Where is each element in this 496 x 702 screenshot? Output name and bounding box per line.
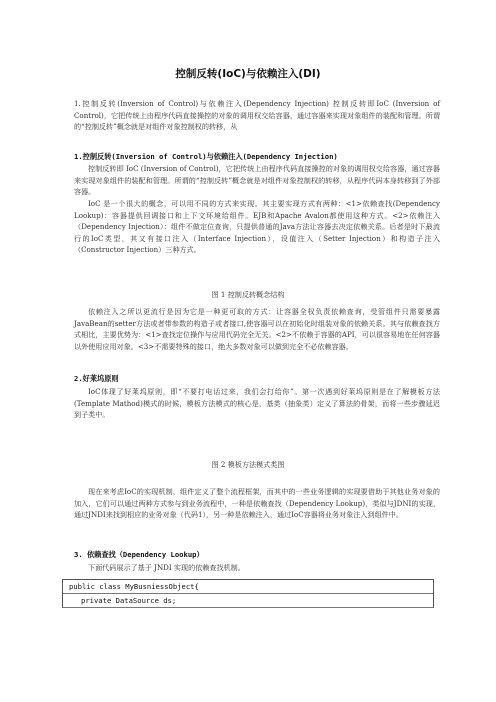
section1-paragraph-3: 依赖注入之所以更流行是因为它是一种更可取的方式：让容器全权负责依赖查询，受管组件只需要暴露JavaBean的setter方法或者带参数的构造子或者接口,使容器可以在初始化时组装对象的依赖关系。其与依赖查找方式相比，主要优势为：<1>查找定位操作与应用代码完全无关。<2>不依赖于容器的API，可以很容易地在任何容器以外使用应用对象。<3>不需要特殊的接口，绝大多数对象可以做到完全不必依赖容器。 [74,307,440,351]
section2-heading: 2.好莱坞原则 [74,374,119,383]
code-line: public class MyBusniessObject{ [63,580,433,594]
section1-paragraph-2: IoC 是一个很大的概念，可以用不同的方式来实现。其主要实现方式有两种：<1>依赖查找(Dependency Lookup)：容器提供回调接口和上下文环境给组件。EJB和Apache Avalon都使用这种方式。<2>依赖注入（Dependency Injection）：组件不做定位查询，只提供普通的Java方法让容器去决定依赖关系。后者是时下最流行的IoC类型，其又有接口注入（Interface Injection），设值注入（Setter Injection）和构造子注入（Constructor Injection）三种方式。 [74,199,440,255]
section3-heading: 3. 依赖查找（Dependency Lookup） [74,550,204,559]
section3-paragraph-1: 下面代码展示了基于 JNDI 实现的依赖查找机制。 [88,563,245,572]
section2-paragraph-2: 现在来考虑IoC的实现机制，组件定义了整个流程框架，而其中的一些业务逻辑的实现要借助于其他业务对象的加入，它们可以通过两种方式参与到业务流程中，一种是依赖查找（Dependency Lookup)，类似与JDNI的实现，通过JNDI来找到相应的业务对象（代码1），另一种是依赖注入，通过IoC容器将业务对象注入到组件中。 [74,487,440,520]
figure2-caption: 图 2 模板方法模式类图 [211,460,285,469]
section2-paragraph-1: IoC体现了好莱坞原则，即“不要打电话过来，我们会打给你”。第一次遇到好莱坞原则是在了解模板方法(Template Mathod)模式的时候，模板方法模式的核心是，基类（抽象类）定义了算法的骨架，而将一些步骤延迟到子类中。 [74,387,440,420]
code-block [62,579,434,608]
page-title: 控制反转(IoC)与依赖注入(DI) [175,68,321,80]
section1-heading: 1.控制反转(Inversion of Control)与依赖注入(Dependency Injection) [74,152,338,161]
section1-paragraph-1: 控制反转即 IoC (Inversion of Control)，它把传统上由程序代码直接操控的对象的调用权交给容器，通过容器来实现对象组件的装配和管理。所谓的“控制反转”概念就是对组件对象控制权的转移，从程序代码本身转移到了外部容器。 [74,164,440,197]
code-line: private DataSource ds; [63,594,433,608]
figure1-caption: 图 1 控制反转概念结构 [211,290,285,299]
intro-paragraph: 1.控制反转(Inversion of Control)与依赖注入(Dependency Injection) 控制反转即IoC (Inversion of Control)，它把传统上由程序代码直接操控的对象的调用权交给容器，通过容器来实现对象组件的装配和管理。所谓的“控制反转”概念就是对组件对象控制权的转移，从 [74,99,440,132]
